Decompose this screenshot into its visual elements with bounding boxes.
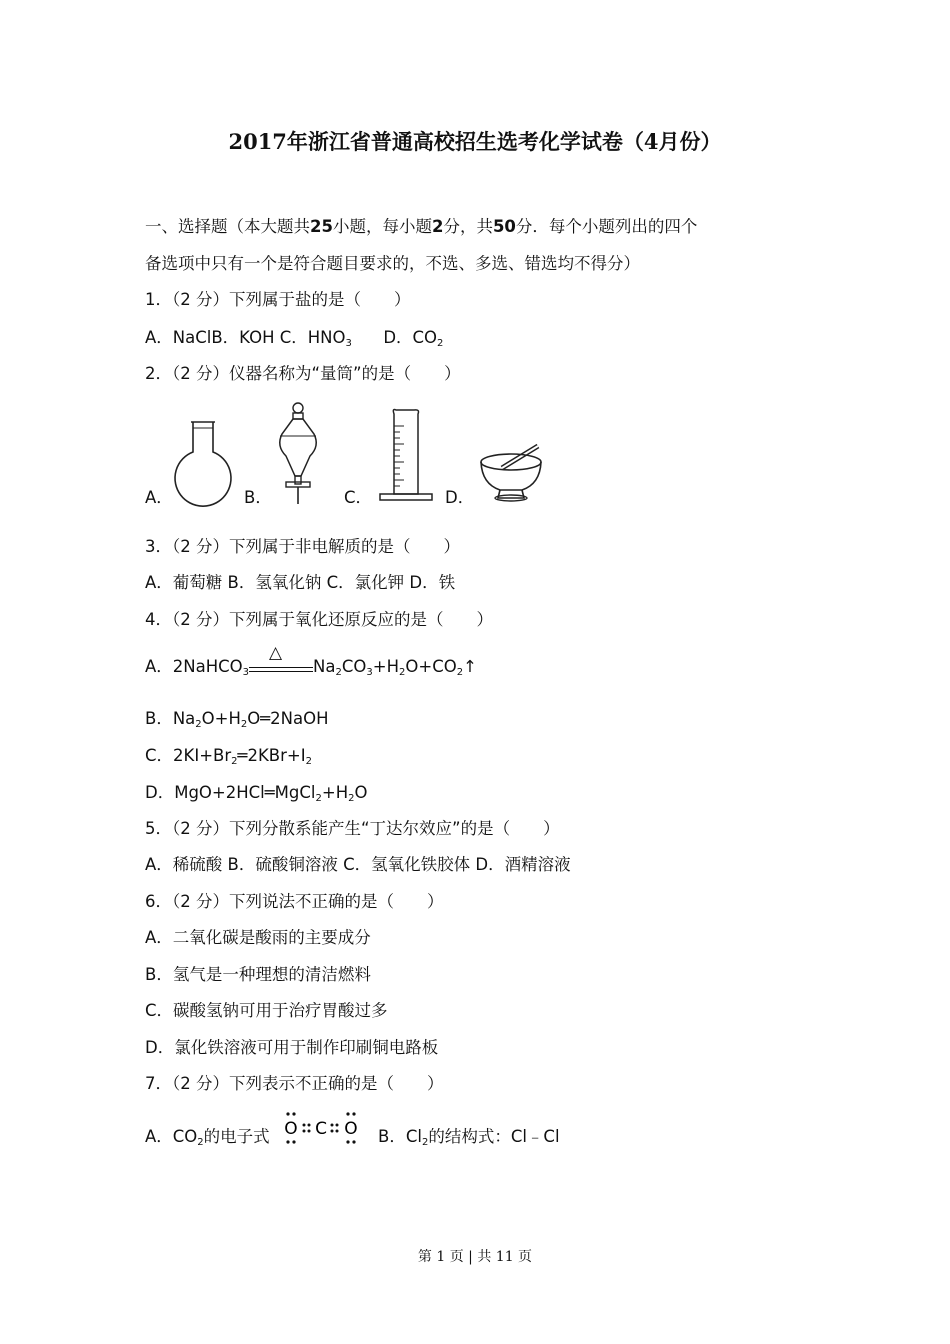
question-4-option-a: A．2NaHCO$_3$ △ $Na_2CO_3+H_2O+CO_2↑$ <box>145 643 477 678</box>
separatory-funnel-icon <box>272 400 324 508</box>
question-3-stem: 3．（2 分）下列属于非电解质的是（ ） <box>145 537 460 556</box>
question-4-stem: 4．（2 分）下列属于氧化还原反应的是（ ） <box>145 610 493 629</box>
question-2-option-d-label: D． <box>445 488 475 507</box>
question-1-options: A．NaClB．KOH C．$HNO_3$ D．$CO_2$ <box>145 328 444 349</box>
page-footer: 第 1 页 | 共 11 页 <box>417 1249 533 1265</box>
question-2-option-c-label: C． <box>344 488 373 507</box>
question-6-option-c: C．碳酸氢钠可用于治疗胃酸过多 <box>145 1001 388 1020</box>
mortar-and-pestle-icon <box>476 440 546 504</box>
svg-text:C: C <box>315 1119 327 1139</box>
co2-electron-dot-formula <box>280 1110 364 1146</box>
question-2-option-a-label: A． <box>145 488 173 507</box>
question-4-option-d: D．$MgO+2HCl═MgCl_2+H_2O$ <box>145 783 368 804</box>
section-heading-line1: 一、选择题（本大题共25小题，每小题2分，共50分．每个小题列出的四个 <box>145 217 698 236</box>
question-6-option-d: D．氯化铁溶液可用于制作印刷铜电路板 <box>145 1038 439 1057</box>
section-heading-line2: 备选项中只有一个是符合题目要求的，不选、多选、错选均不得分） <box>145 254 640 273</box>
question-7-stem: 7．（2 分）下列表示不正确的是（ ） <box>145 1074 444 1093</box>
question-6-stem: 6．（2 分）下列说法不正确的是（ ） <box>145 892 444 911</box>
question-5-options: A．稀硫酸 B．硫酸铜溶液 C．氢氧化铁胶体 D．酒精溶液 <box>145 855 571 874</box>
question-7-option-a: A．$CO_2$的电子式 <box>145 1127 270 1148</box>
graduated-cylinder-icon <box>376 406 438 504</box>
svg-text:O: O <box>284 1119 298 1139</box>
question-7-option-b: B．$Cl_2$的结构式：Cl﹣Cl <box>378 1127 560 1148</box>
question-6-option-b: B．氢气是一种理想的清洁燃料 <box>145 965 371 984</box>
question-2-option-b-label: B． <box>244 488 272 507</box>
question-5-stem: 5．（2 分）下列分散系能产生“丁达尔效应”的是（ ） <box>145 819 560 838</box>
question-3-options: A．葡萄糖 B．氢氧化钠 C．氯化钾 D．铁 <box>145 573 456 592</box>
round-bottom-flask-icon <box>170 418 236 510</box>
question-1-stem: 1．（2 分）下列属于盐的是（ ） <box>145 290 411 309</box>
heat-equals-sign: △ <box>249 656 313 678</box>
svg-text:O: O <box>344 1119 358 1139</box>
question-2-stem: 2．（2 分）仪器名称为“量筒”的是（ ） <box>145 364 461 383</box>
question-4-option-b: B．$Na_2O+H_2O═2NaOH$ <box>145 709 329 730</box>
question-6-option-a: A．二氧化碳是酸雨的主要成分 <box>145 928 371 947</box>
exam-title: 2017年浙江省普通高校招生选考化学试卷（4月份） <box>228 129 722 154</box>
question-4-option-c: C．$2KI+Br_2═2KBr+I_2$ <box>145 746 312 767</box>
